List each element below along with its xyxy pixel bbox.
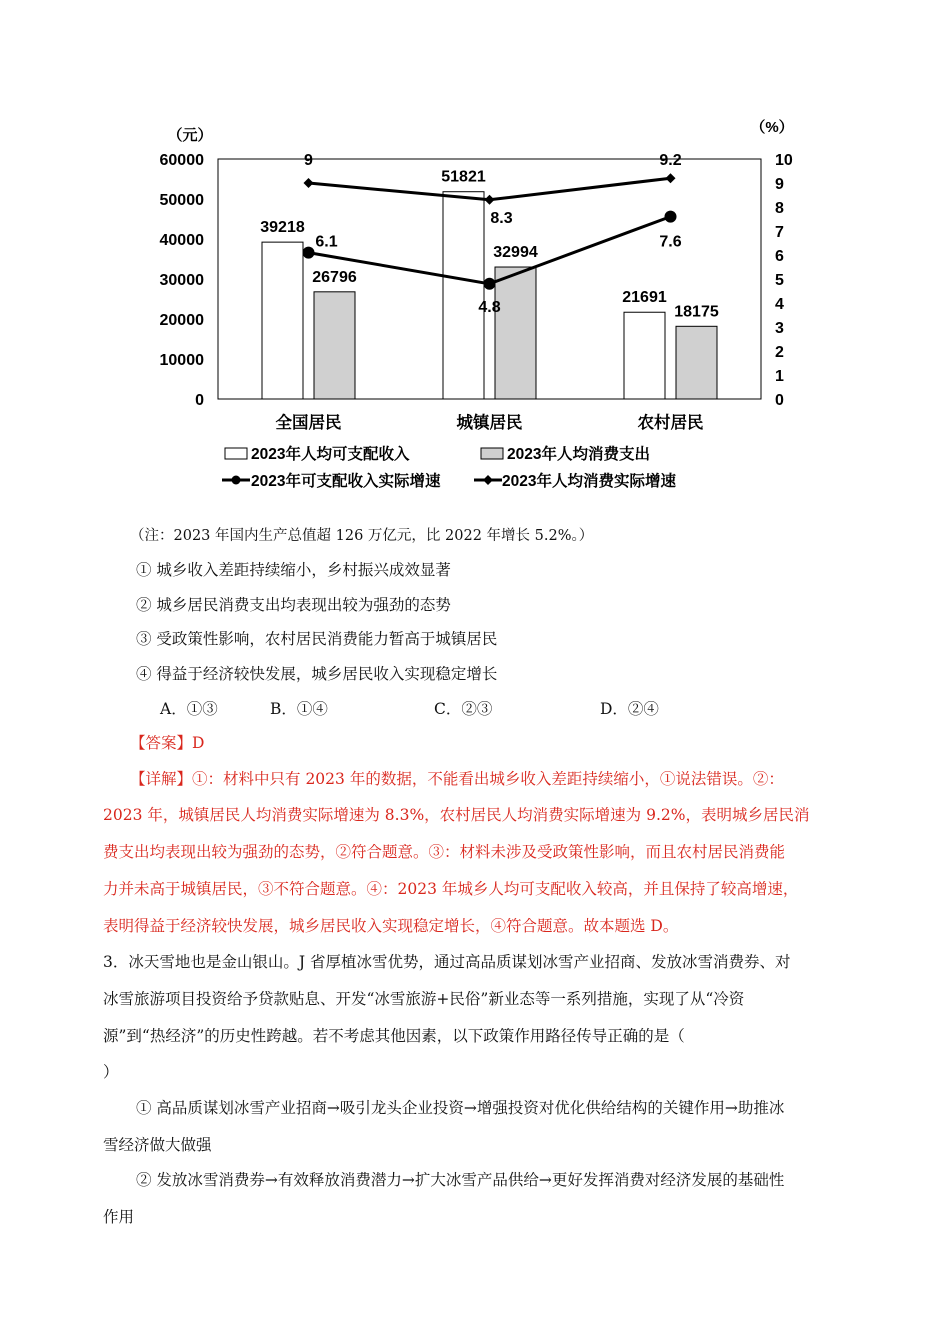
right-tick-label: 8 — [775, 200, 784, 217]
statement-2: ② 城乡居民消费支出均表现出较为强劲的态势 — [136, 596, 451, 614]
bar-consume — [314, 292, 355, 399]
option-c: C．②③ — [434, 700, 493, 718]
bar-consume-label: 18175 — [674, 303, 719, 321]
detail-text-1: ①：材料中只有 2023 年的数据，不能看出城乡收入差距持续缩小，①说法错误。②： — [192, 770, 784, 788]
legend-income: 2023年人均可支配收入 — [251, 446, 410, 463]
bar-consume-label: 32994 — [493, 244, 538, 262]
category-label: 农村居民 — [637, 414, 704, 432]
option-a: A．①③ — [160, 700, 218, 718]
point-income-growth — [484, 278, 496, 290]
q3-line-2: 冰雪旅游项目投资给予贷款贴息、开发“冰雪旅游+民俗”新业态等一系列措施，实现了从“冷资 — [103, 990, 745, 1008]
right-axis-unit: （%） — [750, 119, 794, 136]
right-tick-label: 9 — [775, 176, 784, 193]
q3-item-1b: 雪经济做大做强 — [103, 1136, 212, 1154]
answer-value: D — [192, 734, 205, 752]
right-tick-label: 2 — [775, 344, 784, 361]
income-growth-label: 6.1 — [315, 233, 338, 251]
detail-label: 【详解】 — [130, 770, 193, 788]
statement-1: ① 城乡收入差距持续缩小，乡村振兴成效显著 — [136, 561, 451, 579]
point-income-growth — [303, 247, 315, 259]
answer-label: 【答案】 — [130, 734, 193, 752]
right-tick-label: 7 — [775, 224, 784, 241]
legend-consume: 2023年人均消费支出 — [507, 446, 650, 463]
point-income-growth — [665, 211, 677, 223]
legend-marker-diamond — [483, 475, 493, 485]
right-tick-label: 4 — [775, 296, 784, 313]
detail-line-1 — [130, 767, 784, 789]
left-tick-label: 0 — [195, 392, 204, 409]
bar-income — [624, 312, 665, 399]
legend-consume-growth: 2023年人均消费实际增速 — [502, 473, 676, 490]
statement-3: ③ 受政策性影响，农村居民消费能力暂高于城镇居民 — [136, 630, 498, 648]
legend-income-growth: 2023年可支配收入实际增速 — [251, 473, 441, 490]
bar-income-label: 39218 — [260, 219, 305, 237]
left-tick-label: 50000 — [159, 192, 204, 209]
bar-consume — [495, 267, 536, 399]
bar-consume-label: 26796 — [312, 268, 357, 286]
bar-income — [443, 192, 484, 399]
left-tick-label: 60000 — [159, 152, 204, 169]
bar-consume — [676, 326, 717, 399]
detail-line-5: 表明得益于经济较快发展，城乡居民收入实现稳定增长，④符合题意。故本题选 D。 — [103, 917, 679, 935]
consume-growth-label: 9.2 — [659, 152, 682, 170]
legend-swatch-consume — [481, 448, 503, 459]
option-b: B．①④ — [270, 700, 328, 718]
q3-item-2a: ② 发放冰雪消费券→有效释放消费潜力→扩大冰雪产品供给→更好发挥消费对经济发展的基础性 — [136, 1171, 785, 1189]
bar-income-label: 51821 — [441, 168, 486, 186]
right-tick-label: 1 — [775, 368, 784, 385]
detail-line-4: 力并未高于城镇居民，③不符合题意。④：2023 年城乡人均可支配收入较高，并且保持了较高增速， — [103, 880, 799, 898]
point-consume-growth — [666, 173, 676, 183]
detail-line-2: 2023 年，城镇居民人均消费实际增速为 8.3%，农村居民人均消费实际增速为 9.2%，表明城乡居民消 — [103, 806, 810, 824]
point-consume-growth — [304, 178, 314, 188]
category-label: 城镇居民 — [456, 414, 523, 432]
consume-growth-label: 9 — [304, 152, 313, 169]
answer-line — [130, 731, 204, 753]
statement-4: ④ 得益于经济较快发展，城乡居民收入实现稳定增长 — [136, 665, 498, 683]
left-tick-label: 30000 — [159, 272, 204, 289]
bar-income — [262, 242, 303, 399]
category-label: 全国居民 — [275, 414, 342, 432]
detail-line-3: 费支出均表现出较为强劲的态势，②符合题意。③：材料未涉及受政策性影响，而且农村居民消费能 — [103, 843, 786, 861]
q3-line-1: 3．冰天雪地也是金山银山。J 省厚植冰雪优势，通过高品质谋划冰雪产业招商、发放冰雪消费券、对 — [103, 953, 791, 971]
right-tick-label: 6 — [775, 248, 784, 265]
chart-note: （注：2023 年国内生产总值超 126 万亿元，比 2022 年增长 5.2%。） — [130, 528, 594, 544]
right-tick-label: 5 — [775, 272, 784, 289]
income-growth-label: 4.8 — [478, 298, 501, 316]
q3-line-3: 源”到“热经济”的历史性跨越。若不考虑其他因素，以下政策作用路径传导正确的是（ — [103, 1027, 685, 1045]
right-tick-label: 3 — [775, 320, 784, 337]
answer-options — [160, 697, 720, 719]
bar-income-label: 21691 — [622, 289, 667, 307]
left-tick-label: 20000 — [159, 312, 204, 329]
income-growth-label: 7.6 — [659, 233, 682, 251]
left-tick-label: 10000 — [159, 352, 204, 369]
left-tick-label: 40000 — [159, 232, 204, 249]
legend-marker-circle — [232, 476, 241, 485]
option-d: D．②④ — [600, 700, 659, 718]
right-tick-label: 0 — [775, 392, 784, 409]
q3-item-2b: 作用 — [103, 1208, 135, 1226]
legend-swatch-income — [225, 448, 247, 459]
consume-growth-label: 8.3 — [490, 209, 513, 227]
q3-item-1a: ① 高品质谋划冰雪产业招商→吸引龙头企业投资→增强投资对优化供给结构的关键作用→助推冰 — [136, 1099, 785, 1117]
q3-line-4: ） — [103, 1063, 119, 1081]
point-consume-growth — [485, 195, 495, 205]
right-tick-label: 10 — [775, 152, 793, 169]
left-axis-unit: （元） — [167, 127, 213, 144]
income-consumption-chart — [130, 112, 850, 502]
